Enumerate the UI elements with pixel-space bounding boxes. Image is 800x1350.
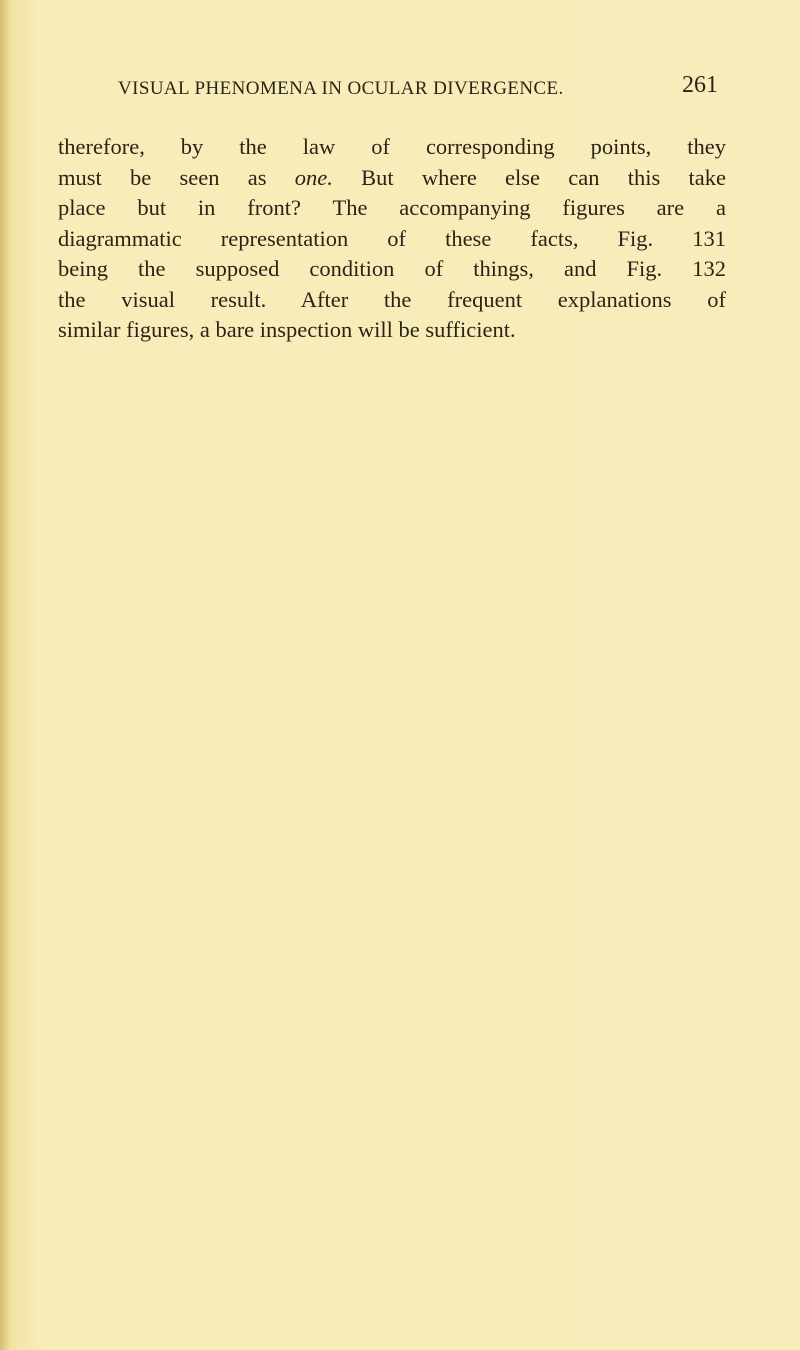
- running-head: [118, 72, 718, 108]
- running-title: VISUAL PHENOMENA IN OCULAR DIVERGENCE.: [118, 78, 564, 99]
- body-paragraph: [58, 132, 726, 346]
- text-line: therefore, by the law of corresponding points, they: [58, 134, 726, 159]
- text-line: place but in front? The accompanying figures are a: [58, 195, 726, 220]
- text-segment: But where else can this take: [332, 164, 726, 190]
- text-line: the visual result. After the frequent explanations of: [58, 286, 726, 312]
- text-line: diagrammatic representation of these facts, Fig. 131: [58, 225, 726, 251]
- text-segment: must be seen as: [58, 164, 295, 190]
- emphasized-word: one.: [294, 164, 333, 190]
- page-number: 261: [682, 72, 718, 98]
- text-line: [58, 163, 726, 194]
- text-line: similar figures, a bare inspection will be sufficient.: [58, 317, 516, 342]
- page-edge-shadow: [0, 0, 10, 1350]
- text-line: being the supposed condition of things, and Fig. 132: [58, 256, 726, 281]
